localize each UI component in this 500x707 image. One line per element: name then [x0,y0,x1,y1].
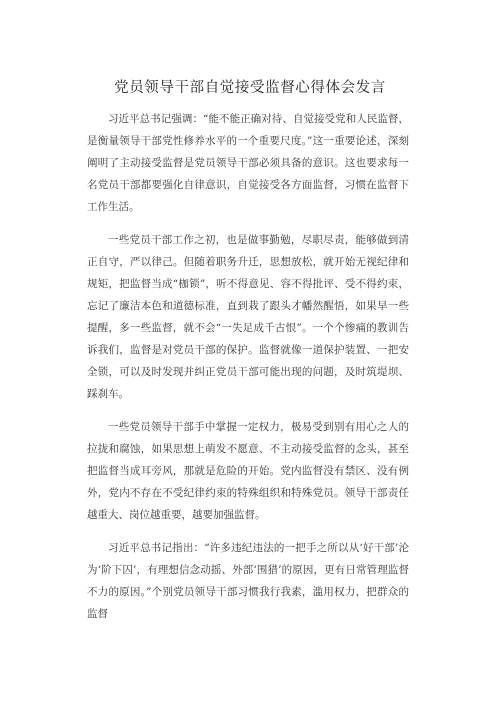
document-title: 党员领导干部自觉接受监督心得体会发言 [114,80,386,96]
document-body [87,108,409,625]
paragraph-3: 一些党员领导干部手中掌握一定权力，极易受到别有用心之人的拉拢和腐蚀，如果思想上萌发不愿意、不主动接受监督的念头，甚至把监督当成耳旁风，那就是危险的开始。党内监督没有禁区、没有例外，党内不存在不受纪律约束的特殊组织和特殊党员。领导干部责任越重大、岗位越重要，越要加强监督。 [87,421,409,521]
paragraph-4: 习近平总书记指出：“许多违纪违法的一把手之所以从‘好干部’沦为‘阶下囚’，有理想信念动摇、外部‘围猎’的原因，更有日常管理监督不力的原因。”个别党员领导干部习惯我行我素，滥用权力，把群众的监督 [87,542,409,620]
paragraph-1: 习近平总书记强调：“能不能正确对待、自觉接受党和人民监督，是衡量领导干部党性修养水平的一个重要尺度。”这一重要论述，深刻阐明了主动接受监督是党员领导干部必须具备的意识。这也要求每一名党员干部都要强化自律意识，自觉接受各方面监督，习惯在监督下工作生活。 [87,113,409,213]
paragraph-2: 一些党员干部工作之初，也是做事勤勉，尽职尽责，能够做到清正自守，严以律己。但随着职务升迁，思想放松，就开始无视纪律和规矩，把监督当成“枷锁”，听不得意见、容不得批评、受不得约束，忘记了廉洁本色和道德标准，直到栽了跟头才幡然醒悟，如果早一些提醒，多一些监督，就不会“一失足成千古恨”。一个个惨痛的教训告诉我们，监督是对党员干部的保护。监督就像一道保护装置、一把安全锁，可以及时发现并纠正党员干部可能出现的问题，及时筑堤坝、踩刹车。 [87,234,409,400]
